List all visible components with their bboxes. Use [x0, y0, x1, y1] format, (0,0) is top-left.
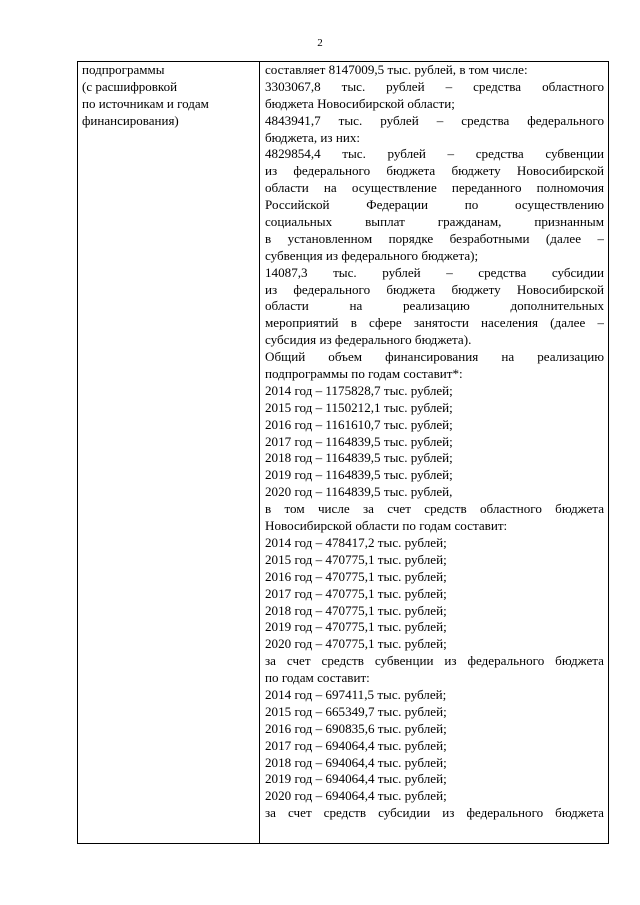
content-line: бюджета Новосибирской области; — [265, 95, 455, 111]
content-line: 2014 год – 478417,2 тыс. рублей; — [265, 534, 447, 550]
page-number: 2 — [317, 37, 323, 49]
content-line: по годам составит: — [265, 670, 370, 686]
content-line: 2015 год – 665349,7 тыс. рублей; — [265, 703, 447, 719]
content-line: субвенция из федерального бюджета); — [265, 247, 479, 263]
content-line: 2014 год – 697411,5 тыс. рублей; — [265, 686, 447, 702]
content-line: 4829854,4 тыс. рублей – средства субвенции — [265, 146, 604, 162]
label-line: по источникам и годам — [82, 95, 209, 111]
label-line: (с расшифровкой — [82, 78, 178, 94]
content-line: бюджета, из них: — [265, 129, 361, 145]
content-line: в установленном порядке безработными (далее – — [265, 230, 604, 246]
content-line: 2018 год – 1164839,5 тыс. рублей; — [265, 450, 453, 466]
content-line: 14087,3 тыс. рублей – средства субсидии — [265, 264, 604, 280]
content-line: 2014 год – 1175828,7 тыс. рублей; — [265, 382, 453, 398]
content-line: 3303067,8 тыс. рублей – средства областного — [265, 78, 604, 94]
content-line: за счет средств субвенции из федерального бюджета — [265, 653, 604, 669]
content-line: 2017 год – 1164839,5 тыс. рублей; — [265, 433, 453, 449]
content-line: подпрограммы по годам составит*: — [265, 366, 463, 382]
content-line: области на осуществление переданного полномочия — [265, 180, 604, 196]
content-line: 2018 год – 470775,1 тыс. рублей; — [265, 602, 447, 618]
content-line: из федерального бюджета бюджету Новосибирской — [265, 281, 604, 297]
content-line: 2020 год – 1164839,5 тыс. рублей, — [265, 484, 453, 500]
content-line: в том числе за счет средств областного бюджета — [265, 501, 604, 517]
content-line: из федерального бюджета бюджету Новосибирской — [265, 163, 604, 179]
label-line: подпрограммы — [82, 62, 165, 77]
content-line: 2020 год – 694064,4 тыс. рублей; — [265, 788, 447, 804]
passport-table — [77, 61, 609, 844]
label-line: финансирования) — [82, 112, 179, 128]
table-cell-content — [260, 62, 608, 843]
content-line: Российской Федерации по осуществлению — [265, 197, 604, 213]
content-line: 2019 год – 1164839,5 тыс. рублей; — [265, 467, 453, 483]
content-line: 2018 год – 694064,4 тыс. рублей; — [265, 754, 447, 770]
content-line: 2017 год – 470775,1 тыс. рублей; — [265, 585, 447, 601]
content-line: Новосибирской области по годам составит: — [265, 518, 508, 534]
content-line: за счет средств субсидии из федерального бюджета — [265, 805, 604, 821]
table-cell-label — [78, 62, 260, 843]
content-line: 2016 год – 470775,1 тыс. рублей; — [265, 568, 447, 584]
content-line: 2019 год – 694064,4 тыс. рублей; — [265, 771, 447, 787]
content-line: 2019 год – 470775,1 тыс. рублей; — [265, 619, 447, 635]
content-line: 2016 год – 1161610,7 тыс. рублей; — [265, 416, 453, 432]
content-line: 2016 год – 690835,6 тыс. рублей; — [265, 720, 447, 736]
content-line: 2015 год – 1150212,1 тыс. рублей; — [265, 399, 453, 415]
content-line: 2017 год – 694064,4 тыс. рублей; — [265, 737, 447, 753]
content-line: 4843941,7 тыс. рублей – средства федерального — [265, 112, 604, 128]
content-line: субсидия из федерального бюджета). — [265, 332, 472, 348]
content-line: области на реализацию дополнительных — [265, 298, 604, 314]
content-line: 2015 год – 470775,1 тыс. рублей; — [265, 551, 447, 567]
content-line: социальных выплат гражданам, признанным — [265, 214, 604, 230]
content-line: Общий объем финансирования на реализацию — [265, 349, 604, 365]
content-line: мероприятий в сфере занятости населения (далее – — [265, 315, 604, 331]
content-line: составляет 8147009,5 тыс. рублей, в том числе: — [265, 62, 528, 77]
content-line: 2020 год – 470775,1 тыс. рублей; — [265, 636, 447, 652]
